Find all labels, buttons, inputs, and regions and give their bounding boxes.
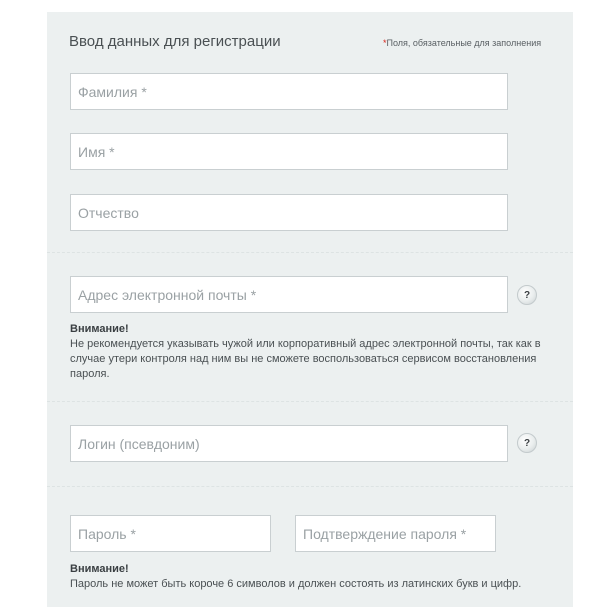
password-notice [70, 562, 560, 592]
email-help-button[interactable] [517, 285, 537, 305]
required-note-text: Поля, обязательные для заполнения [386, 38, 542, 48]
login-input[interactable] [70, 425, 508, 462]
form-title: Ввод данных для регистрации [69, 33, 281, 50]
question-icon: ? [523, 437, 531, 449]
required-star: * [383, 38, 387, 48]
middle-name-input[interactable] [70, 194, 508, 231]
email-notice-text: Не рекомендуется указывать чужой или корпоративный адрес электронной почты, так как в случае утери контроля над ним вы не сможете воспользоваться сервисом восстановления пароля. [70, 338, 541, 380]
required-fields-note [383, 38, 541, 48]
email-input[interactable] [70, 276, 508, 313]
section-divider [47, 401, 573, 402]
password-notice-heading: Внимание! [70, 563, 129, 575]
password-input[interactable] [70, 515, 271, 552]
email-notice [70, 322, 560, 382]
section-divider [47, 486, 573, 487]
last-name-input[interactable] [70, 73, 508, 110]
section-divider [47, 252, 573, 253]
login-help-button[interactable] [517, 433, 537, 453]
email-notice-heading: Внимание! [70, 323, 129, 335]
question-icon: ? [523, 289, 531, 301]
password-notice-text: Пароль не может быть короче 6 символов и должен состоять из латинских букв и цифр. [70, 578, 522, 590]
first-name-input[interactable] [70, 133, 508, 170]
password-confirm-input[interactable] [295, 515, 496, 552]
